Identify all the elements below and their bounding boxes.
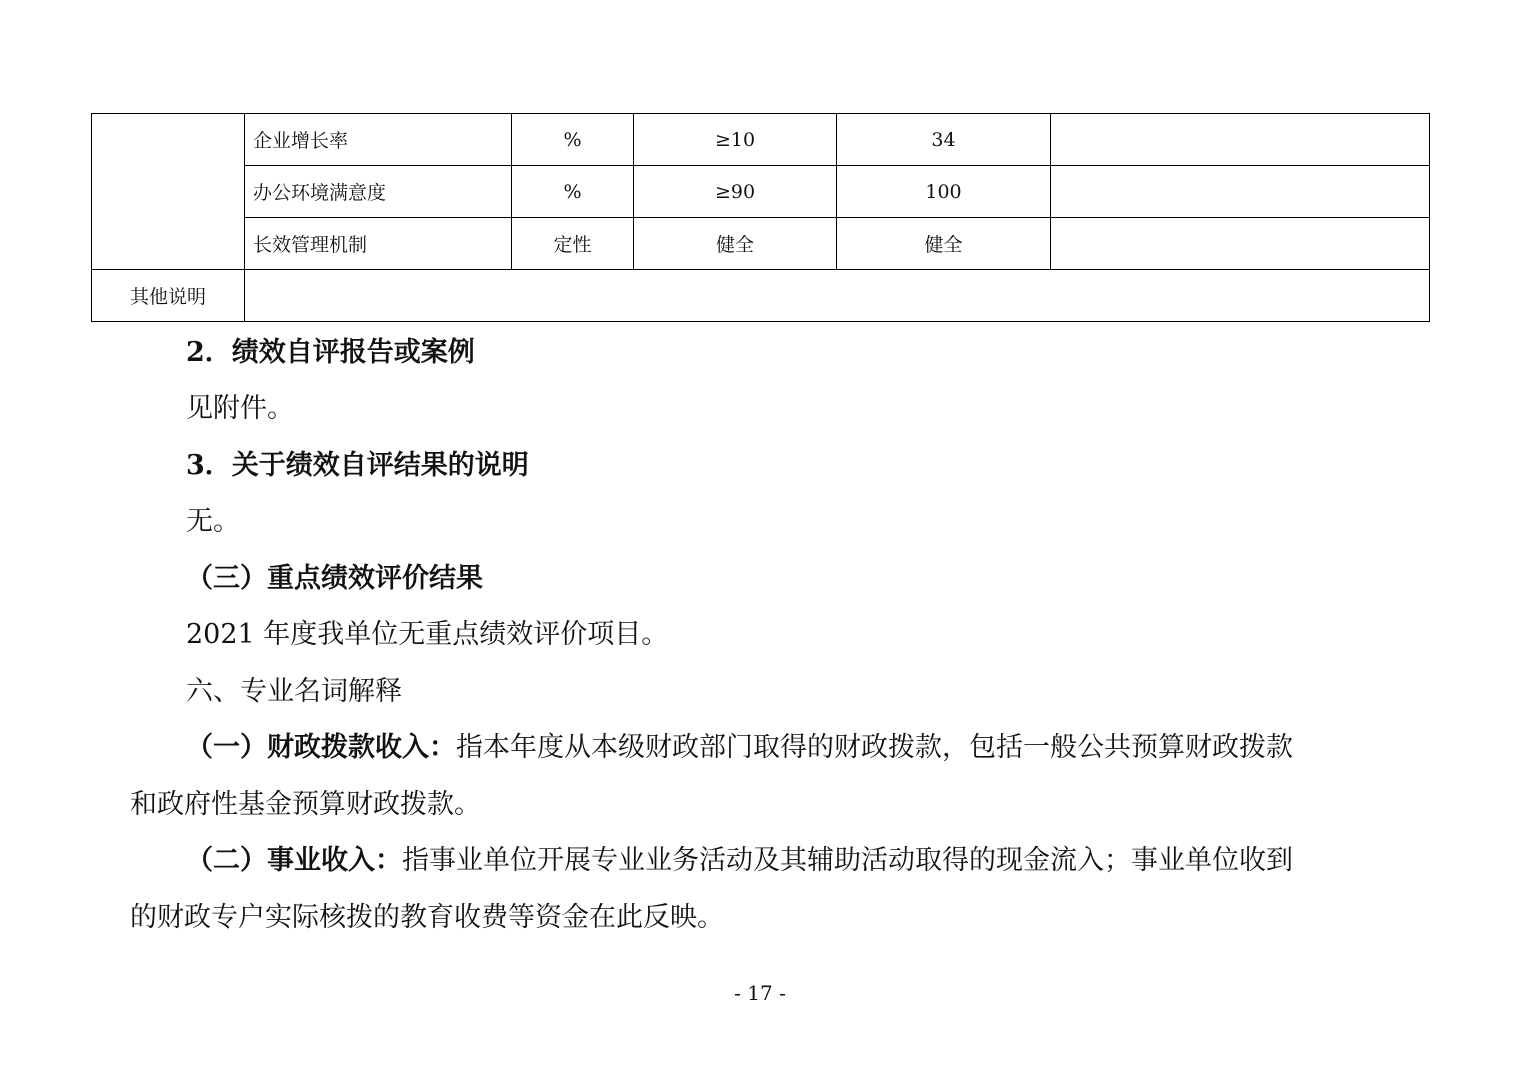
- indicator-note: [1051, 166, 1430, 218]
- indicator-target: ≥90: [634, 166, 837, 218]
- section-3-body: 无。: [186, 506, 240, 537]
- definition-business-income-cont: 的财政专户实际核拨的教育收费等资金在此反映。: [130, 902, 724, 933]
- indicator-target: 健全: [634, 218, 837, 270]
- indicator-name: 办公环境满意度: [245, 166, 512, 218]
- other-notes-label: 其他说明: [92, 270, 245, 322]
- indicator-unit: 定性: [512, 218, 634, 270]
- indicator-unit: %: [512, 114, 634, 166]
- definition-text: 指事业单位开展专业业务活动及其辅助活动取得的现金流入；事业单位收到: [402, 845, 1293, 876]
- section-2-heading: 2．绩效自评报告或案例: [186, 337, 475, 368]
- page-number: - 17 -: [734, 981, 786, 1005]
- key-evaluation-heading: （三）重点绩效评价结果: [186, 563, 483, 594]
- table-row-other: [92, 270, 1430, 322]
- definition-term: （一）财政拨款收入：: [186, 732, 456, 763]
- table-row: [92, 166, 1430, 218]
- definition-text: 指本年度从本级财政部门取得的财政拨款，包括一般公共预算财政拨款: [456, 732, 1293, 763]
- glossary-heading: 六、专业名词解释: [186, 676, 402, 707]
- section-2-body: 见附件。: [186, 393, 294, 424]
- performance-indicator-table: [91, 113, 1430, 322]
- indicator-unit: %: [512, 166, 634, 218]
- key-evaluation-body: 2021 年度我单位无重点绩效评价项目。: [186, 619, 669, 650]
- definition-business-income: [186, 841, 1293, 881]
- table-row: [92, 218, 1430, 270]
- definition-term: （二）事业收入：: [186, 845, 402, 876]
- indicator-name: 企业增长率: [245, 114, 512, 166]
- indicator-target: ≥10: [634, 114, 837, 166]
- indicator-name: 长效管理机制: [245, 218, 512, 270]
- indicator-actual: 100: [837, 166, 1051, 218]
- indicator-category-cell: [92, 114, 245, 270]
- section-3-heading: 3．关于绩效自评结果的说明: [186, 450, 529, 481]
- definition-fiscal-appropriation-cont: 和政府性基金预算财政拨款。: [130, 789, 481, 820]
- indicator-actual: 健全: [837, 218, 1051, 270]
- indicator-actual: 34: [837, 114, 1051, 166]
- indicator-note: [1051, 114, 1430, 166]
- table-row: [92, 114, 1430, 166]
- other-notes-value: [245, 270, 1430, 322]
- definition-fiscal-appropriation: [186, 728, 1293, 768]
- indicator-note: [1051, 218, 1430, 270]
